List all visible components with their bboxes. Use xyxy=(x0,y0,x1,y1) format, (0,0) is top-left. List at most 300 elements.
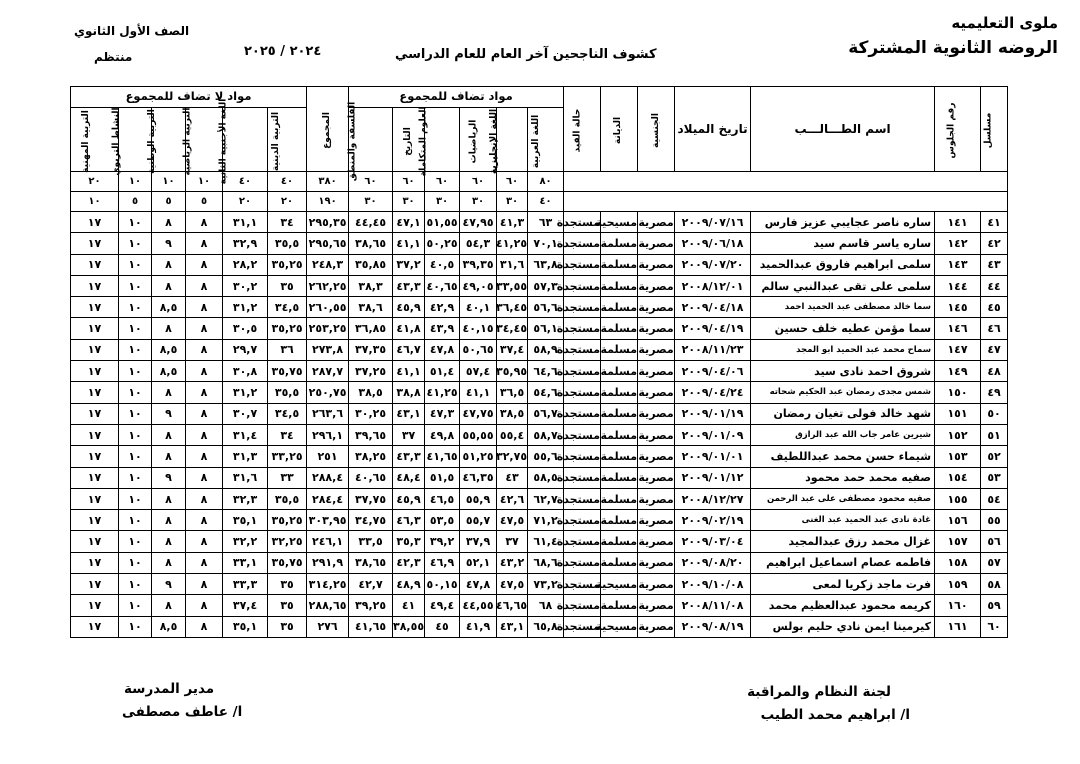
student-name-cell: شيماء حسن محمد عبداللطيف xyxy=(751,446,935,467)
academic-year: ٢٠٢٤ / ٢٠٢٥ xyxy=(244,44,322,59)
math-mark: ٤١,٩ xyxy=(460,616,497,637)
second-language-mark: ٣١,٣ xyxy=(223,446,268,467)
second-language-mark: ٣٥,١ xyxy=(223,616,268,637)
religion-cell: مسيحية xyxy=(601,212,638,233)
religion-mark: ٣٦ xyxy=(268,339,307,360)
arabic-mark: ٥٨,٩ xyxy=(528,339,564,360)
header-subject-religion: التربية الدينية xyxy=(268,108,307,172)
history-mark: ٣٥,٣ xyxy=(393,531,425,552)
second-language-mark: ٣٢,٩ xyxy=(223,233,268,254)
total-mark: ٣١٤,٢٥ xyxy=(307,574,349,595)
arabic-mark: ٧١,٢ xyxy=(528,510,564,531)
sports-mark: ٨ xyxy=(186,467,223,488)
sports-mark: ٨ xyxy=(186,275,223,296)
serial-cell: ٤٢ xyxy=(981,233,1008,254)
history-mark: ٤٣,١ xyxy=(393,403,425,424)
second-language-mark: ٣١,٢ xyxy=(223,297,268,318)
second-language-mark: ٣٠,٧ xyxy=(223,403,268,424)
status-cell: مستجدة xyxy=(564,531,601,552)
sports-mark: ٨ xyxy=(186,318,223,339)
vocational-mark: ١٧ xyxy=(71,403,119,424)
nationality-cell: مصرية xyxy=(638,510,675,531)
science-mark: ٥١,٥٥ xyxy=(425,212,460,233)
arabic-mark: ٥٤,٦ xyxy=(528,382,564,403)
philosophy-mark: ٤٤,٤٥ xyxy=(349,212,393,233)
sports-mark: ٨ xyxy=(186,488,223,509)
vocational-mark: ١٧ xyxy=(71,233,119,254)
religion-mark: ٣٥,٧٥ xyxy=(268,552,307,573)
min-mark: ١٩٠ xyxy=(307,192,349,212)
status-cell: مستجدة xyxy=(564,318,601,339)
seat-number-cell: ١٥٥ xyxy=(935,488,981,509)
religion-mark: ٣٤ xyxy=(268,212,307,233)
max-mark: ٤٠ xyxy=(268,172,307,192)
total-mark: ٢٤٦,١ xyxy=(307,531,349,552)
vocational-mark: ١٧ xyxy=(71,212,119,233)
activity-mark: ١٠ xyxy=(119,531,152,552)
history-mark: ٣٧ xyxy=(393,424,425,445)
header-subject-arabic: اللغة العربية xyxy=(528,108,564,172)
english-mark: ٤٣,٢ xyxy=(497,552,528,573)
activity-mark: ١٠ xyxy=(119,488,152,509)
max-mark: ١٠ xyxy=(119,172,152,192)
min-marks-row xyxy=(71,192,1008,212)
header-subject-vocational: التربية المهنية xyxy=(71,108,119,172)
vocational-mark: ١٧ xyxy=(71,616,119,637)
header-seat-number: رقم الجلوس xyxy=(935,87,981,172)
religion-cell: مسيحية xyxy=(601,574,638,595)
min-mark: ٥ xyxy=(186,192,223,212)
nationality-cell: مصرية xyxy=(638,574,675,595)
total-mark: ٢٦٢,٢٥ xyxy=(307,275,349,296)
sports-mark: ٨ xyxy=(186,595,223,616)
science-mark: ٤٣,٩ xyxy=(425,318,460,339)
religion-cell: مسلمة xyxy=(601,339,638,360)
table-row xyxy=(71,297,1008,318)
activity-mark: ١٠ xyxy=(119,574,152,595)
philosophy-mark: ٣٩,٢٥ xyxy=(349,595,393,616)
committee-name: ا/ ابراهيم محمد الطيب xyxy=(760,707,910,723)
sports-mark: ٨ xyxy=(186,212,223,233)
second-language-mark: ٣٢,٣ xyxy=(223,488,268,509)
second-language-mark: ٣٠,٢ xyxy=(223,275,268,296)
nationality-cell: مصرية xyxy=(638,297,675,318)
history-mark: ٤٢,٣ xyxy=(393,552,425,573)
history-mark: ٤٥,٩ xyxy=(393,297,425,318)
table-row xyxy=(71,339,1008,360)
philosophy-mark: ٣٧,٧٥ xyxy=(349,488,393,509)
vocational-mark: ١٧ xyxy=(71,382,119,403)
header-subject-science: العلوم المتكاملة xyxy=(425,108,460,172)
status-cell: مستجدة xyxy=(564,488,601,509)
sports-mark: ٨ xyxy=(186,616,223,637)
math-mark: ٥٥,٩ xyxy=(460,488,497,509)
serial-cell: ٤٣ xyxy=(981,254,1008,275)
science-mark: ٥٣,٥ xyxy=(425,510,460,531)
second-language-mark: ٣٧,٤ xyxy=(223,595,268,616)
religion-mark: ٣٥ xyxy=(268,595,307,616)
student-rows xyxy=(71,212,1008,638)
national-mark: ٨ xyxy=(152,212,186,233)
science-mark: ٤٧,٣ xyxy=(425,403,460,424)
national-mark: ٨ xyxy=(152,510,186,531)
nationality-cell: مصرية xyxy=(638,361,675,382)
seat-number-cell: ١٤٢ xyxy=(935,233,981,254)
activity-mark: ١٠ xyxy=(119,361,152,382)
arabic-mark: ٦١,٤ xyxy=(528,531,564,552)
seat-number-cell: ١٦١ xyxy=(935,616,981,637)
religion-cell: مسلمة xyxy=(601,254,638,275)
religion-cell: مسلمة xyxy=(601,318,638,339)
philosophy-mark: ٣٨,٥ xyxy=(349,382,393,403)
nationality-cell: مصرية xyxy=(638,212,675,233)
total-mark: ٢٩١,٩ xyxy=(307,552,349,573)
admin-name: ملوى التعليميه xyxy=(951,14,1058,32)
english-mark: ٣٦,٥ xyxy=(497,382,528,403)
english-mark: ٤٣ xyxy=(497,467,528,488)
nationality-cell: مصرية xyxy=(638,233,675,254)
table-row xyxy=(71,467,1008,488)
enrollment-type: منتظم xyxy=(94,50,133,64)
science-mark: ٤٢,٩ xyxy=(425,297,460,318)
math-mark: ٤٧,٧٥ xyxy=(460,403,497,424)
max-mark: ٣٨٠ xyxy=(307,172,349,192)
sports-mark: ٨ xyxy=(186,446,223,467)
document-title: كشوف الناجحين آخر العام للعام الدراسي xyxy=(395,47,657,62)
national-mark: ٩ xyxy=(152,403,186,424)
activity-mark: ١٠ xyxy=(119,297,152,318)
sports-mark: ٨ xyxy=(186,424,223,445)
science-mark: ٤٦,٩ xyxy=(425,552,460,573)
activity-mark: ١٠ xyxy=(119,595,152,616)
english-mark: ٣٣,٥٥ xyxy=(497,275,528,296)
vocational-mark: ١٧ xyxy=(71,531,119,552)
philosophy-mark: ٤٠,٦٥ xyxy=(349,467,393,488)
religion-mark: ٣٥,٧٥ xyxy=(268,361,307,382)
birth-date-cell: ٢٠٠٩/٠١/٠١ xyxy=(675,446,751,467)
sports-mark: ٨ xyxy=(186,339,223,360)
activity-mark: ١٠ xyxy=(119,424,152,445)
history-mark: ٤٣,٣ xyxy=(393,275,425,296)
vocational-mark: ١٧ xyxy=(71,424,119,445)
history-mark: ٤١,١ xyxy=(393,361,425,382)
vocational-mark: ١٧ xyxy=(71,318,119,339)
status-cell: مستجدة xyxy=(564,574,601,595)
history-mark: ٣٧,٢ xyxy=(393,254,425,275)
arabic-mark: ٥٨,٧ xyxy=(528,424,564,445)
philosophy-mark: ٣٣,٥ xyxy=(349,531,393,552)
status-cell: مستجدة xyxy=(564,254,601,275)
serial-cell: ٥٢ xyxy=(981,446,1008,467)
seat-number-cell: ١٥٩ xyxy=(935,574,981,595)
student-name-cell: غزال محمد رزق عبدالمجيد xyxy=(751,531,935,552)
math-mark: ٤٧,٨ xyxy=(460,574,497,595)
religion-mark: ٣٥ xyxy=(268,616,307,637)
arabic-mark: ٦٣,٨ xyxy=(528,254,564,275)
birth-date-cell: ٢٠٠٩/٠٨/١٩ xyxy=(675,616,751,637)
serial-cell: ٥٤ xyxy=(981,488,1008,509)
header-serial: مسلسل xyxy=(981,87,1008,172)
english-mark: ٤٣,١ xyxy=(497,616,528,637)
science-mark: ٤٧,٨ xyxy=(425,339,460,360)
total-mark: ٢٧٦ xyxy=(307,616,349,637)
birth-date-cell: ٢٠٠٩/٠١/٠٩ xyxy=(675,424,751,445)
header-subject-second-language: اللغة الأجنبية الثانية xyxy=(223,108,268,172)
philosophy-mark: ٣٠,٢٥ xyxy=(349,403,393,424)
math-mark: ٤٠,١ xyxy=(460,297,497,318)
religion-cell: مسلمة xyxy=(601,361,638,382)
grade-label: الصف الأول الثانوي xyxy=(74,24,190,38)
religion-cell: مسلمة xyxy=(601,382,638,403)
national-mark: ٨,٥ xyxy=(152,297,186,318)
committee-title: لجنة النظام والمراقبة xyxy=(747,684,891,700)
math-mark: ٥٥,٥٥ xyxy=(460,424,497,445)
religion-cell: مسلمة xyxy=(601,403,638,424)
religion-cell: مسلمة xyxy=(601,233,638,254)
min-mark: ٢٠ xyxy=(268,192,307,212)
english-mark: ٣٧ xyxy=(497,531,528,552)
math-mark: ٣٩,٣٥ xyxy=(460,254,497,275)
serial-cell: ٥٠ xyxy=(981,403,1008,424)
min-mark: ١٠ xyxy=(71,192,119,212)
status-cell: مستجدة xyxy=(564,446,601,467)
student-name-cell: فرت ماجد زكريا لمعى xyxy=(751,574,935,595)
religion-cell: مسلمة xyxy=(601,595,638,616)
table-row xyxy=(71,552,1008,573)
nationality-cell: مصرية xyxy=(638,446,675,467)
second-language-mark: ٣١,٦ xyxy=(223,467,268,488)
history-mark: ٤١,٨ xyxy=(393,318,425,339)
national-mark: ٩ xyxy=(152,574,186,595)
min-mark: ٣٠ xyxy=(425,192,460,212)
nationality-cell: مصرية xyxy=(638,616,675,637)
student-name-cell: شيرين عامر جاب الله عبد الرازق xyxy=(751,424,935,445)
birth-date-cell: ٢٠٠٩/٠٢/١٩ xyxy=(675,510,751,531)
national-mark: ٨ xyxy=(152,254,186,275)
vocational-mark: ١٧ xyxy=(71,339,119,360)
vocational-mark: ١٧ xyxy=(71,297,119,318)
min-mark: ٥ xyxy=(119,192,152,212)
min-mark: ٢٠ xyxy=(223,192,268,212)
philosophy-mark: ٣٦,٨٥ xyxy=(349,318,393,339)
student-name-cell: سما مؤمن عطيه خلف حسين xyxy=(751,318,935,339)
religion-cell: مسلمة xyxy=(601,488,638,509)
math-mark: ٥٧,٤ xyxy=(460,361,497,382)
nationality-cell: مصرية xyxy=(638,531,675,552)
total-mark: ٣٠٣,٩٥ xyxy=(307,510,349,531)
history-mark: ٤٦,٧ xyxy=(393,339,425,360)
national-mark: ٨ xyxy=(152,488,186,509)
english-mark: ٣٥,٩٥ xyxy=(497,361,528,382)
nationality-cell: مصرية xyxy=(638,254,675,275)
seat-number-cell: ١٤٦ xyxy=(935,318,981,339)
religion-cell: مسلمة xyxy=(601,510,638,531)
total-mark: ٢٨٤,٤ xyxy=(307,488,349,509)
religion-cell: مسلمة xyxy=(601,297,638,318)
student-name-cell: غادة نادى عبد الحميد عبد الغنى xyxy=(751,510,935,531)
serial-cell: ٤١ xyxy=(981,212,1008,233)
status-cell: مستجدة xyxy=(564,424,601,445)
total-mark: ٢٥١ xyxy=(307,446,349,467)
math-mark: ٥٥,٧ xyxy=(460,510,497,531)
english-mark: ٤١,٣ xyxy=(497,212,528,233)
student-name-cell: سلمى على تقى عبدالنبي سالم xyxy=(751,275,935,296)
vocational-mark: ١٧ xyxy=(71,361,119,382)
max-mark: ١٠ xyxy=(186,172,223,192)
birth-date-cell: ٢٠٠٩/٠٤/٠٦ xyxy=(675,361,751,382)
religion-mark: ٣٢,٢٥ xyxy=(268,531,307,552)
religion-mark: ٣٤ xyxy=(268,424,307,445)
vocational-mark: ١٧ xyxy=(71,275,119,296)
science-mark: ٥١,٤ xyxy=(425,361,460,382)
seat-number-cell: ١٤٤ xyxy=(935,275,981,296)
nationality-cell: مصرية xyxy=(638,467,675,488)
math-mark: ٤٩,٠٥ xyxy=(460,275,497,296)
second-language-mark: ٣١,٢ xyxy=(223,382,268,403)
table-row xyxy=(71,510,1008,531)
header-student-name: اسم الطـــالـــب xyxy=(751,87,935,172)
sports-mark: ٨ xyxy=(186,361,223,382)
status-cell: مستجدة xyxy=(564,233,601,254)
director-title: مدير المدرسة xyxy=(124,681,215,697)
serial-cell: ٤٥ xyxy=(981,297,1008,318)
second-language-mark: ٢٩,٧ xyxy=(223,339,268,360)
religion-cell: مسلمة xyxy=(601,424,638,445)
sports-mark: ٨ xyxy=(186,297,223,318)
results-table xyxy=(70,86,1008,638)
header-subject-math: الرياضيات xyxy=(460,108,497,172)
student-name-cell: ساره ناصر عجايبي عزيز فارس xyxy=(751,212,935,233)
vocational-mark: ١٧ xyxy=(71,510,119,531)
history-mark: ٣٨,٨ xyxy=(393,382,425,403)
math-mark: ٥١,٢٥ xyxy=(460,446,497,467)
serial-cell: ٤٨ xyxy=(981,361,1008,382)
religion-mark: ٣٥,٥ xyxy=(268,382,307,403)
seat-number-cell: ١٥٧ xyxy=(935,531,981,552)
total-mark: ٢٨٨,٦٥ xyxy=(307,595,349,616)
science-mark: ٤١,٢٥ xyxy=(425,382,460,403)
national-mark: ٨ xyxy=(152,595,186,616)
religion-mark: ٣٥,٢٥ xyxy=(268,254,307,275)
national-mark: ٩ xyxy=(152,233,186,254)
english-mark: ٤٢,٦ xyxy=(497,488,528,509)
philosophy-mark: ٣٨,٣ xyxy=(349,275,393,296)
seat-number-cell: ١٥٣ xyxy=(935,446,981,467)
national-mark: ٨ xyxy=(152,275,186,296)
activity-mark: ١٠ xyxy=(119,254,152,275)
table-row xyxy=(71,595,1008,616)
national-mark: ٨ xyxy=(152,531,186,552)
nationality-cell: مصرية xyxy=(638,382,675,403)
arabic-mark: ٦٨ xyxy=(528,595,564,616)
nationality-cell: مصرية xyxy=(638,552,675,573)
religion-mark: ٣٥,٥ xyxy=(268,488,307,509)
seat-number-cell: ١٥٠ xyxy=(935,382,981,403)
nationality-cell: مصرية xyxy=(638,318,675,339)
history-mark: ٤١ xyxy=(393,595,425,616)
max-mark: ٦٠ xyxy=(349,172,393,192)
sports-mark: ٨ xyxy=(186,574,223,595)
seat-number-cell: ١٥٢ xyxy=(935,424,981,445)
second-language-mark: ٣٠,٥ xyxy=(223,318,268,339)
total-mark: ٢٩٥,٦٥ xyxy=(307,233,349,254)
english-mark: ٤٧,٥ xyxy=(497,510,528,531)
table-row xyxy=(71,574,1008,595)
philosophy-mark: ٣٨,٦٥ xyxy=(349,233,393,254)
activity-mark: ١٠ xyxy=(119,318,152,339)
activity-mark: ١٠ xyxy=(119,552,152,573)
header-subject-history: التاريخ xyxy=(393,108,425,172)
vocational-mark: ١٧ xyxy=(71,574,119,595)
status-cell: مستجدة xyxy=(564,212,601,233)
birth-date-cell: ٢٠٠٩/٠٣/٠٤ xyxy=(675,531,751,552)
serial-cell: ٥٩ xyxy=(981,595,1008,616)
philosophy-mark: ٤١,٦٥ xyxy=(349,616,393,637)
religion-mark: ٣٥ xyxy=(268,275,307,296)
activity-mark: ١٠ xyxy=(119,382,152,403)
header-religion: الديانة xyxy=(601,87,638,172)
english-mark: ٥٥,٤ xyxy=(497,424,528,445)
national-mark: ٨,٥ xyxy=(152,339,186,360)
header-subject-sports: التربية الرياضية xyxy=(186,108,223,172)
total-mark: ٢٩٦,١ xyxy=(307,424,349,445)
status-cell: مستجدة xyxy=(564,510,601,531)
status-cell: مستجدة xyxy=(564,552,601,573)
english-mark: ٣٧,٤ xyxy=(497,339,528,360)
serial-cell: ٤٤ xyxy=(981,275,1008,296)
science-mark: ٤٩,٨ xyxy=(425,424,460,445)
math-mark: ٤٠,١٥ xyxy=(460,318,497,339)
national-mark: ٨,٥ xyxy=(152,361,186,382)
birth-date-cell: ٢٠٠٩/٠٤/١٨ xyxy=(675,297,751,318)
arabic-mark: ٥٦,١ xyxy=(528,318,564,339)
sports-mark: ٨ xyxy=(186,552,223,573)
arabic-mark: ٦٢,٧ xyxy=(528,488,564,509)
status-cell: مستجدة xyxy=(564,616,601,637)
religion-mark: ٣٤,٥ xyxy=(268,297,307,318)
seat-number-cell: ١٥٨ xyxy=(935,552,981,573)
header-subject-philosophy: الفلسفة والمنطق xyxy=(349,108,393,172)
header-subject-activity: النشاط التربوي xyxy=(119,108,152,172)
history-mark: ٤٨,٩ xyxy=(393,574,425,595)
activity-mark: ١٠ xyxy=(119,339,152,360)
min-mark: ٣٠ xyxy=(497,192,528,212)
student-name-cell: كريمه محمود عبدالعظيم محمد xyxy=(751,595,935,616)
history-mark: ٤٣,٣ xyxy=(393,446,425,467)
national-mark: ٨ xyxy=(152,382,186,403)
vocational-mark: ١٧ xyxy=(71,488,119,509)
max-mark: ٢٠ xyxy=(71,172,119,192)
student-name-cell: صفيه محمود مصطفى على عبد الرحمن xyxy=(751,488,935,509)
table-row xyxy=(71,275,1008,296)
status-cell: مستجدة xyxy=(564,382,601,403)
status-cell: مستجدة xyxy=(564,595,601,616)
arabic-mark: ٥٦,٧ xyxy=(528,403,564,424)
english-mark: ٣٨,٥ xyxy=(497,403,528,424)
max-mark: ١٠ xyxy=(152,172,186,192)
philosophy-mark: ٣٨,٦ xyxy=(349,297,393,318)
philosophy-mark: ٣٧,٣٥ xyxy=(349,339,393,360)
activity-mark: ١٠ xyxy=(119,403,152,424)
sports-mark: ٨ xyxy=(186,254,223,275)
serial-cell: ٥٨ xyxy=(981,574,1008,595)
vocational-mark: ١٧ xyxy=(71,552,119,573)
math-mark: ٤١,١ xyxy=(460,382,497,403)
birth-date-cell: ٢٠٠٩/٠١/١٢ xyxy=(675,467,751,488)
status-cell: مستجدة xyxy=(564,275,601,296)
total-mark: ٢٨٨,٤ xyxy=(307,467,349,488)
max-mark: ٦٠ xyxy=(393,172,425,192)
